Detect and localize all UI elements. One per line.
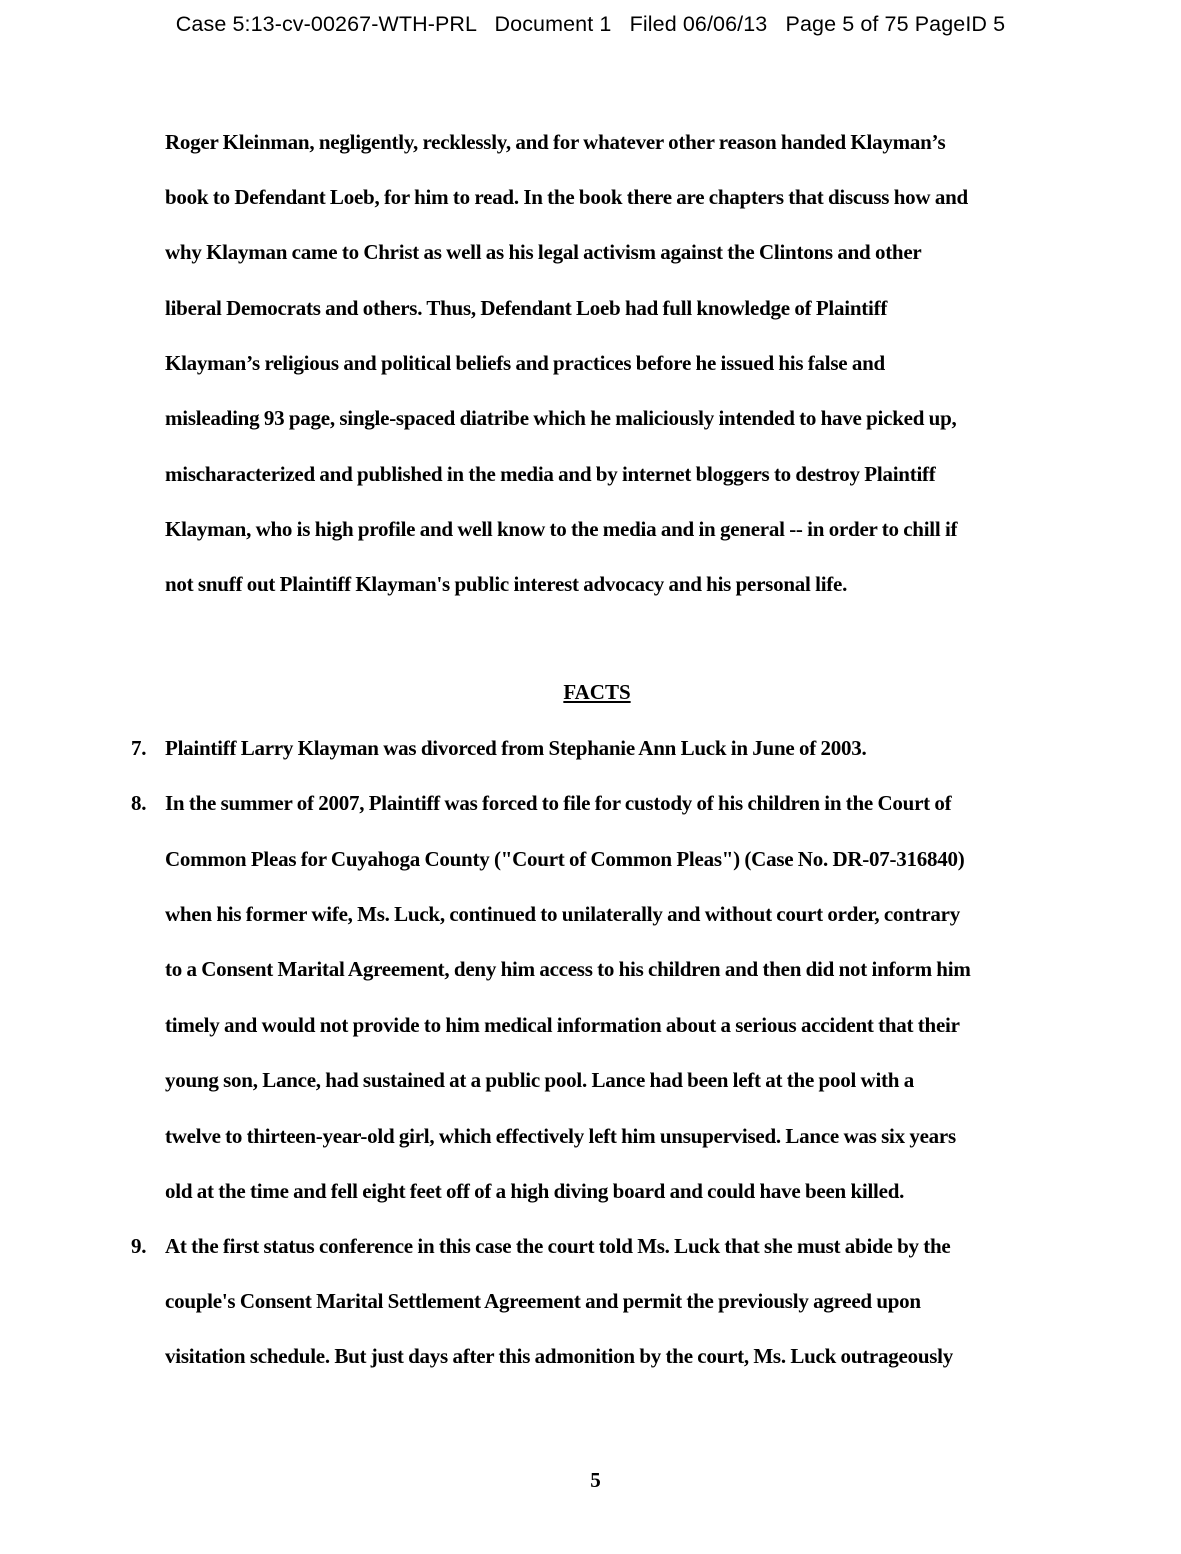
section-heading-facts: FACTS (563, 680, 631, 704)
paragraph-number: 8. (131, 791, 147, 815)
text-line: Common Pleas for Cuyahoga County ("Court of Common Pleas") (Case No. DR-07-316840) (165, 847, 965, 871)
text-line: liberal Democrats and others. Thus, Defendant Loeb had full knowledge of Plaintiff (165, 296, 888, 320)
text-line: Roger Kleinman, negligently, recklessly, and for whatever other reason handed Klayman’s (165, 130, 946, 154)
text-line: book to Defendant Loeb, for him to read. In the book there are chapters that discuss how and (165, 185, 968, 209)
text-line: Klayman, who is high profile and well know to the media and in general -- in order to chill if (165, 517, 958, 541)
text-line: timely and would not provide to him medical information about a serious accident that their (165, 1013, 960, 1037)
text-line: Klayman’s religious and political beliefs and practices before he issued his false and (165, 351, 885, 375)
text-line: old at the time and fell eight feet off of a high diving board and could have been killed. (165, 1179, 905, 1203)
text-line: couple's Consent Marital Settlement Agreement and permit the previously agreed upon (165, 1289, 921, 1313)
text-line: misleading 93 page, single-spaced diatribe which he maliciously intended to have picked up, (165, 406, 957, 430)
text-line: At the first status conference in this case the court told Ms. Luck that she must abide by the (165, 1234, 951, 1258)
text-line: to a Consent Marital Agreement, deny him access to his children and then did not inform him (165, 957, 971, 981)
text-line: mischaracterized and published in the media and by internet bloggers to destroy Plaintiff (165, 462, 936, 486)
paragraph-number: 9. (131, 1234, 147, 1258)
page-number: 5 (590, 1468, 601, 1492)
case-header: Case 5:13-cv-00267-WTH-PRL Document 1 Filed 06/06/13 Page 5 of 75 PageID 5 (175, 12, 1006, 36)
text-line: twelve to thirteen-year-old girl, which effectively left him unsupervised. Lance was six years (165, 1124, 956, 1148)
text-line: young son, Lance, had sustained at a public pool. Lance had been left at the pool with a (165, 1068, 914, 1092)
text-line: why Klayman came to Christ as well as his legal activism against the Clintons and other (165, 240, 922, 264)
text-line: not snuff out Plaintiff Klayman's public interest advocacy and his personal life. (165, 572, 848, 596)
text-line: Plaintiff Larry Klayman was divorced from Stephanie Ann Luck in June of 2003. (165, 736, 867, 760)
text-line: visitation schedule. But just days after this admonition by the court, Ms. Luck outrageously (165, 1344, 954, 1368)
paragraph-number: 7. (131, 736, 147, 760)
text-line: when his former wife, Ms. Luck, continued to unilaterally and without court order, contrary (165, 902, 960, 926)
text-line: In the summer of 2007, Plaintiff was forced to file for custody of his children in the Court of (165, 791, 952, 815)
